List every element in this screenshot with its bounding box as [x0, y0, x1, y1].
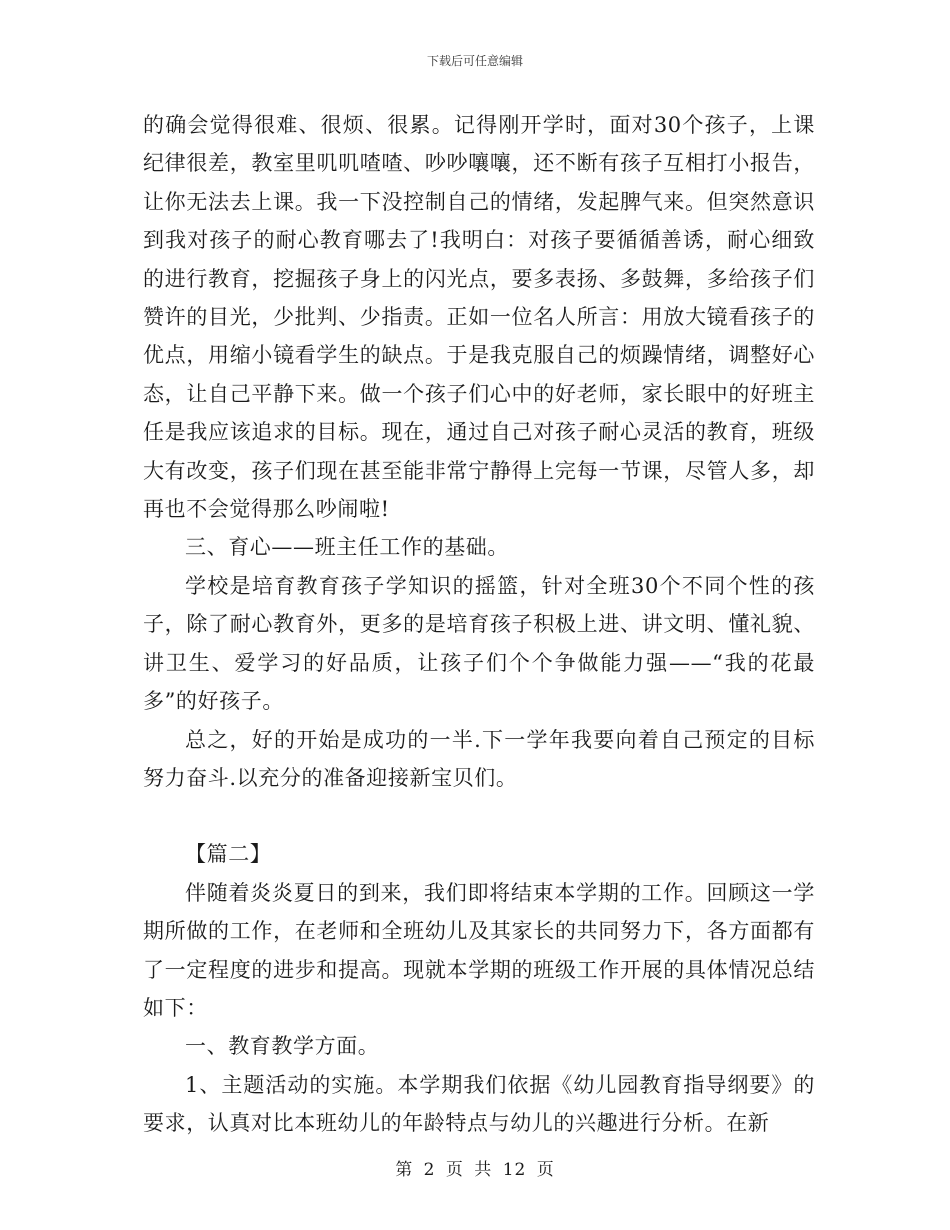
subheading-section-3: 三、育心——班主任工作的基础。 [185, 535, 509, 560]
document-body [143, 106, 815, 1143]
section-title-part-two: 【篇二】 [185, 842, 272, 867]
paragraph-school: 学校是培育教育孩子学知识的摇篮，针对全班30个不同个性的孩子，除了耐心教育外，更多的是培育孩子积极上进、讲文明、懂礼貌、讲卫生、爱学习的好品质，让孩子们个个争做能力强——“我的花最多”的好孩子。 [143, 573, 815, 714]
section-spacer [143, 797, 815, 835]
paragraph-intro-part-two: 伴随着炎炎夏日的到来，我们即将结束本学期的工作。回顾这一学期所做的工作，在老师和全班幼儿及其家长的共同努力下，各方面都有了一定程度的进步和提高。现就本学期的班级工作开展的具体情况总结如下： [143, 880, 815, 1020]
paragraph-theme-activities: 1、主题活动的实施。本学期我们依据《幼儿园教育指导纲要》的要求，认真对比本班幼儿的年龄特点与幼儿的兴趣进行分析。在新 [143, 1072, 815, 1136]
subheading-teaching: 一、教育教学方面。 [185, 1034, 380, 1059]
paragraph-continuation: 的确会觉得很难、很烦、很累。记得刚开学时，面对30个孩子，上课纪律很差，教室里叽叽喳喳、吵吵嚷嚷，还不断有孩子互相打小报告，让你无法去上课。我一下没控制自己的情绪，发起脾气来。但突然意识到我对孩子的耐心教育哪去了!我明白：对孩子要循循善诱，耐心细致的进行教育，挖掘孩子身上的闪光点，要多表扬、多鼓舞，多给孩子们赞许的目光，少批判、少指责。正如一位名人所言：用放大镜看孩子的优点，用缩小镜看学生的缺点。于是我克服自己的烦躁情绪，调整好心态，让自己平静下来。做一个孩子们心中的好老师，家长眼中的好班主任是我应该追求的目标。现在，通过自己对孩子耐心灵活的教育，班级大有改变，孩子们现在甚至能非常宁静得上完每一节课，尽管人多，却再也不会觉得那么吵闹啦! [143, 113, 815, 522]
paragraph-summary: 总之，好的开始是成功的一半.下一学年我要向着自己预定的目标努力奋斗.以充分的准备迎接新宝贝们。 [143, 727, 815, 790]
page-number: 第 2 页 共 12 页 [395, 1160, 555, 1180]
page-header-note: 下载后可任意编辑 [426, 54, 523, 68]
